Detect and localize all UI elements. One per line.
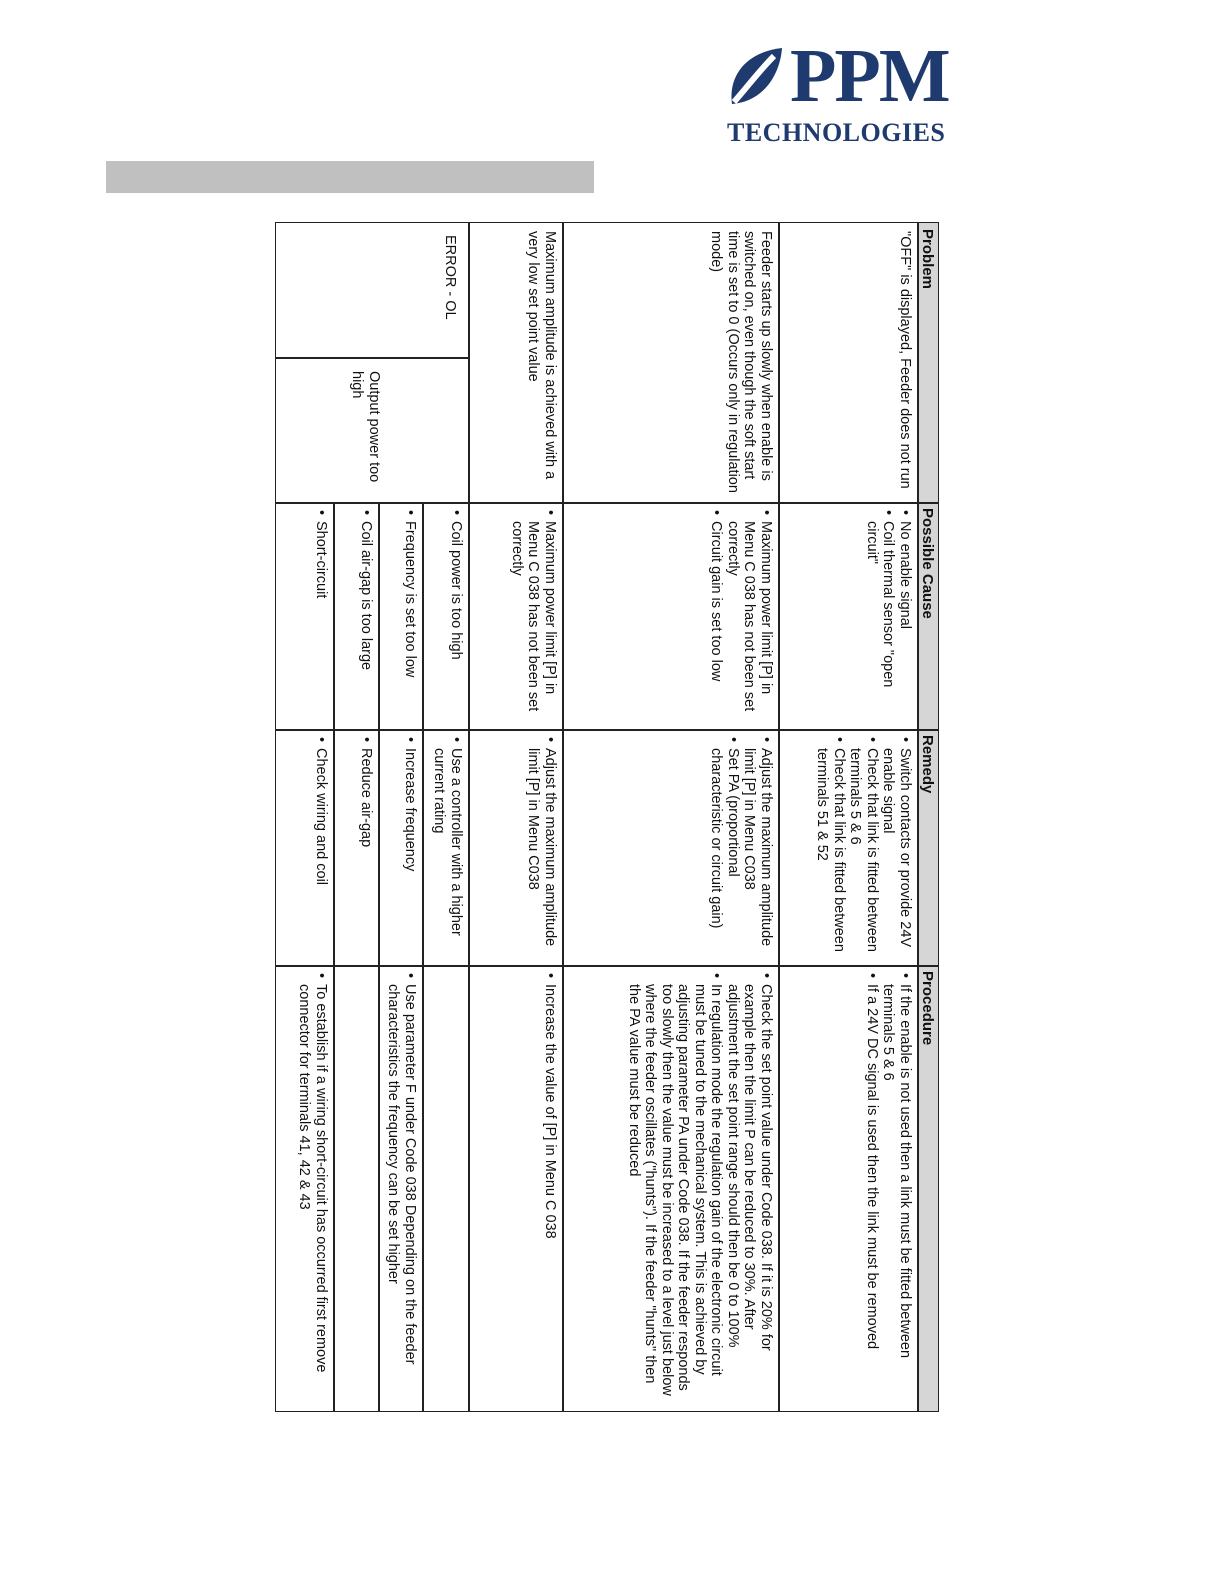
row4-sub4-procedure [276,965,335,1411]
row1-remedy-1: • Switch contacts or provide 24V enable signal [880,737,913,957]
row4-sub3-cause-text: • Coil air-gap is too large [358,510,375,721]
row2-remedy-2: • Set PA (proportional characteristic or circuit gain) [708,737,741,957]
troubleshooting-table [275,222,939,1412]
row3-procedure-1: • Increase the value of [P] in Menu C 038 [542,973,559,1403]
grid-line [469,223,471,1411]
row4-sub3-cause [335,502,380,729]
row4-sub2-cause [380,502,424,729]
grid-line [334,502,336,1411]
row1-procedures [780,965,919,1411]
row4-sub1-remedy-text: • Use a controller with a higher current rating [431,737,464,957]
row4-sub3-remedy-text: • Reduce air-gap [358,737,375,957]
row3-problem: Maximum amplitude is achieved with a very low set point value [525,231,558,480]
row4-sub1-remedy [424,729,470,965]
row1-causes [780,502,919,729]
grid-line [423,502,425,1411]
row4-sub2-remedy-text: • Increase frequency [402,737,419,957]
grid-line [379,502,381,1411]
row1-remedies [780,729,919,965]
row1-remedy-2: • Check that link is fitted between terminals 5 & 6 [847,737,880,957]
row4-sub4-remedy-text: • Check wiring and coil [313,737,330,957]
row4-sub2-remedy [380,729,424,965]
row3-procedures [470,965,564,1411]
row2-causes [564,502,780,729]
row1-procedure-2: • If a 24V DC signal is used then the link must be removed [864,973,881,1403]
grid-line [918,223,920,1411]
logo-name: PPM [790,34,949,118]
row4-sub1-cause-text: • Coil power is too high [448,510,465,721]
row3-remedy-1: • Adjust the maximum amplitude limit [P] in Menu C038 [525,737,558,957]
row4-sub1-cause [424,502,470,729]
row3-remedies [470,729,564,965]
row1-cause-1: • No enable signal [897,510,914,721]
row3-causes [470,502,564,729]
row3-cause-1: • Maximum power limit [P] in Menu C 038 has not been set correctly [509,510,559,721]
row4-sub4-cause [276,502,335,729]
row2-procedure-1: • Check the set point value under Code 038. If it is 20% for example then the limit P can be reduced to 30%. After adjustment the set point range should then be 0 to 100% [725,973,775,1403]
grid-line [779,223,781,1411]
row2-procedures [564,965,780,1411]
logo-subtitle: TECHNOLOGIES [727,118,946,147]
row4-sub3-remedy [335,729,380,965]
row2-remedy-1: • Adjust the maximum amplitude limit [P] in Menu C038 [741,737,774,957]
grid-line [563,223,565,1411]
grid-line [276,357,470,359]
grid-line [276,502,938,504]
leaf-logo-icon [724,46,784,108]
row4-sub3-procedure [335,965,380,1411]
row2-problem: Feeder starts up slowly when enable is switched on, even though the soft start time is set to 0 (Occurs only in regulation mode) [708,231,774,493]
row2-cause-2: • Circuit gain is set too low [708,510,725,721]
row2-cause-1: • Maximum power limit [P] in Menu C 038 has not been set correctly [725,510,775,721]
row4-problem: ERROR - OL [442,235,458,320]
title-bar [106,161,594,193]
row1-cause-2: • Coil thermal sensor "open circuit" [864,510,897,721]
grid-line [276,729,938,731]
row1-problem: "OFF" is displayed, Feeder does not run [897,231,913,489]
grid-line [276,965,938,967]
header-cause: Possible Cause [919,502,938,729]
row1-procedure-1: • If the enable is not used then a link must be fitted between terminals 5 & 6 [880,973,913,1403]
company-logo [724,34,994,152]
row1-remedy-3: • Check that link is fitted between terminals 51 & 52 [814,737,847,957]
row4-subproblem: Output power too high [349,371,382,483]
row4-sub4-cause-text: • Short-circuit [313,510,330,721]
row4-sub4-remedy [276,729,335,965]
header-remedy: Remedy [919,729,938,965]
row2-procedure-2: • In regulation mode the regulation gain of the electronic circuit must be tuned to the mechanical system. This is achieved by adjusting parameter PA under Code 038. If the feeder responds too slowly then the value must be increased to a level just below where the feeder oscillates ("hunts"). If the feeder "hunts" then the PA value must be reduced [626,973,725,1403]
row4-sub2-procedure-text: • Use parameter F under Code 038 Depending on the feeder characteristics the frequency can be set higher [385,973,418,1403]
header-problem: Problem [919,223,938,502]
row4-sub4-procedure-text: • To establish if a wiring short-circuit has occurred first remove connector for terminals 41, 42 & 43 [296,973,329,1403]
header-procedure: Procedure [919,965,938,1411]
row4-sub2-cause-text: • Frequency is set too low [402,510,419,721]
row4-sub2-procedure [380,965,424,1411]
row2-remedies [564,729,780,965]
row4-sub1-procedure [424,965,470,1411]
